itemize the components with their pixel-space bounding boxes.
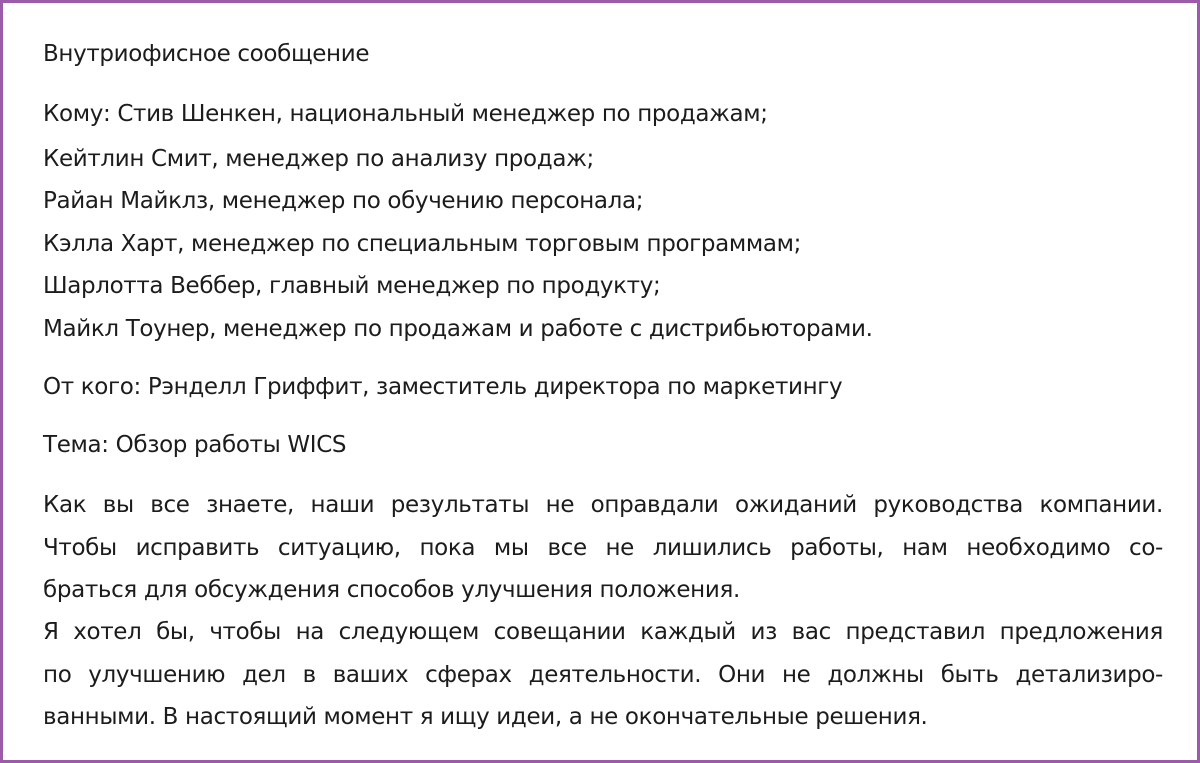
recipient-line: Кейтлин Смит, менеджер по анализу продаж; <box>43 146 594 172</box>
body-line: Как вы все знаете, наши результаты не оправдали ожиданий руководства компании. <box>43 492 1163 518</box>
body-line: Я хотел бы, чтобы на следующем совещании каждый из вас представил предложения <box>43 619 1163 645</box>
recipient-line: Шарлотта Веббер, главный менеджер по продукту; <box>43 273 661 299</box>
recipient-line: Райан Майклз, менеджер по обучению персонала; <box>43 188 644 214</box>
body-line: ванными. В настоящий момент я ищу идеи, а не окончательные решения. <box>43 704 928 730</box>
body-line: браться для обсуждения способов улучшения положения. <box>43 577 740 603</box>
recipient-line: Кому: Стив Шенкен, национальный менеджер по продажам; <box>43 101 768 127</box>
recipient-line: Кэлла Харт, менеджер по специальным торговым программам; <box>43 231 802 257</box>
body-line: по улучшению дел в ваших сферах деятельности. Они не должны быть детализиро- <box>43 662 1163 688</box>
memo-header: Внутриофисное сообщение <box>43 41 370 67</box>
memo-from: От кого: Рэнделл Гриффит, заместитель директора по маркетингу <box>43 374 843 400</box>
memo-subject: Тема: Обзор работы WICS <box>43 432 347 458</box>
body-line: Чтобы исправить ситуацию, пока мы все не лишились работы, нам необходимо со- <box>43 535 1163 561</box>
recipient-line: Майкл Тоунер, менеджер по продажам и работе с дистрибьюторами. <box>43 316 873 342</box>
